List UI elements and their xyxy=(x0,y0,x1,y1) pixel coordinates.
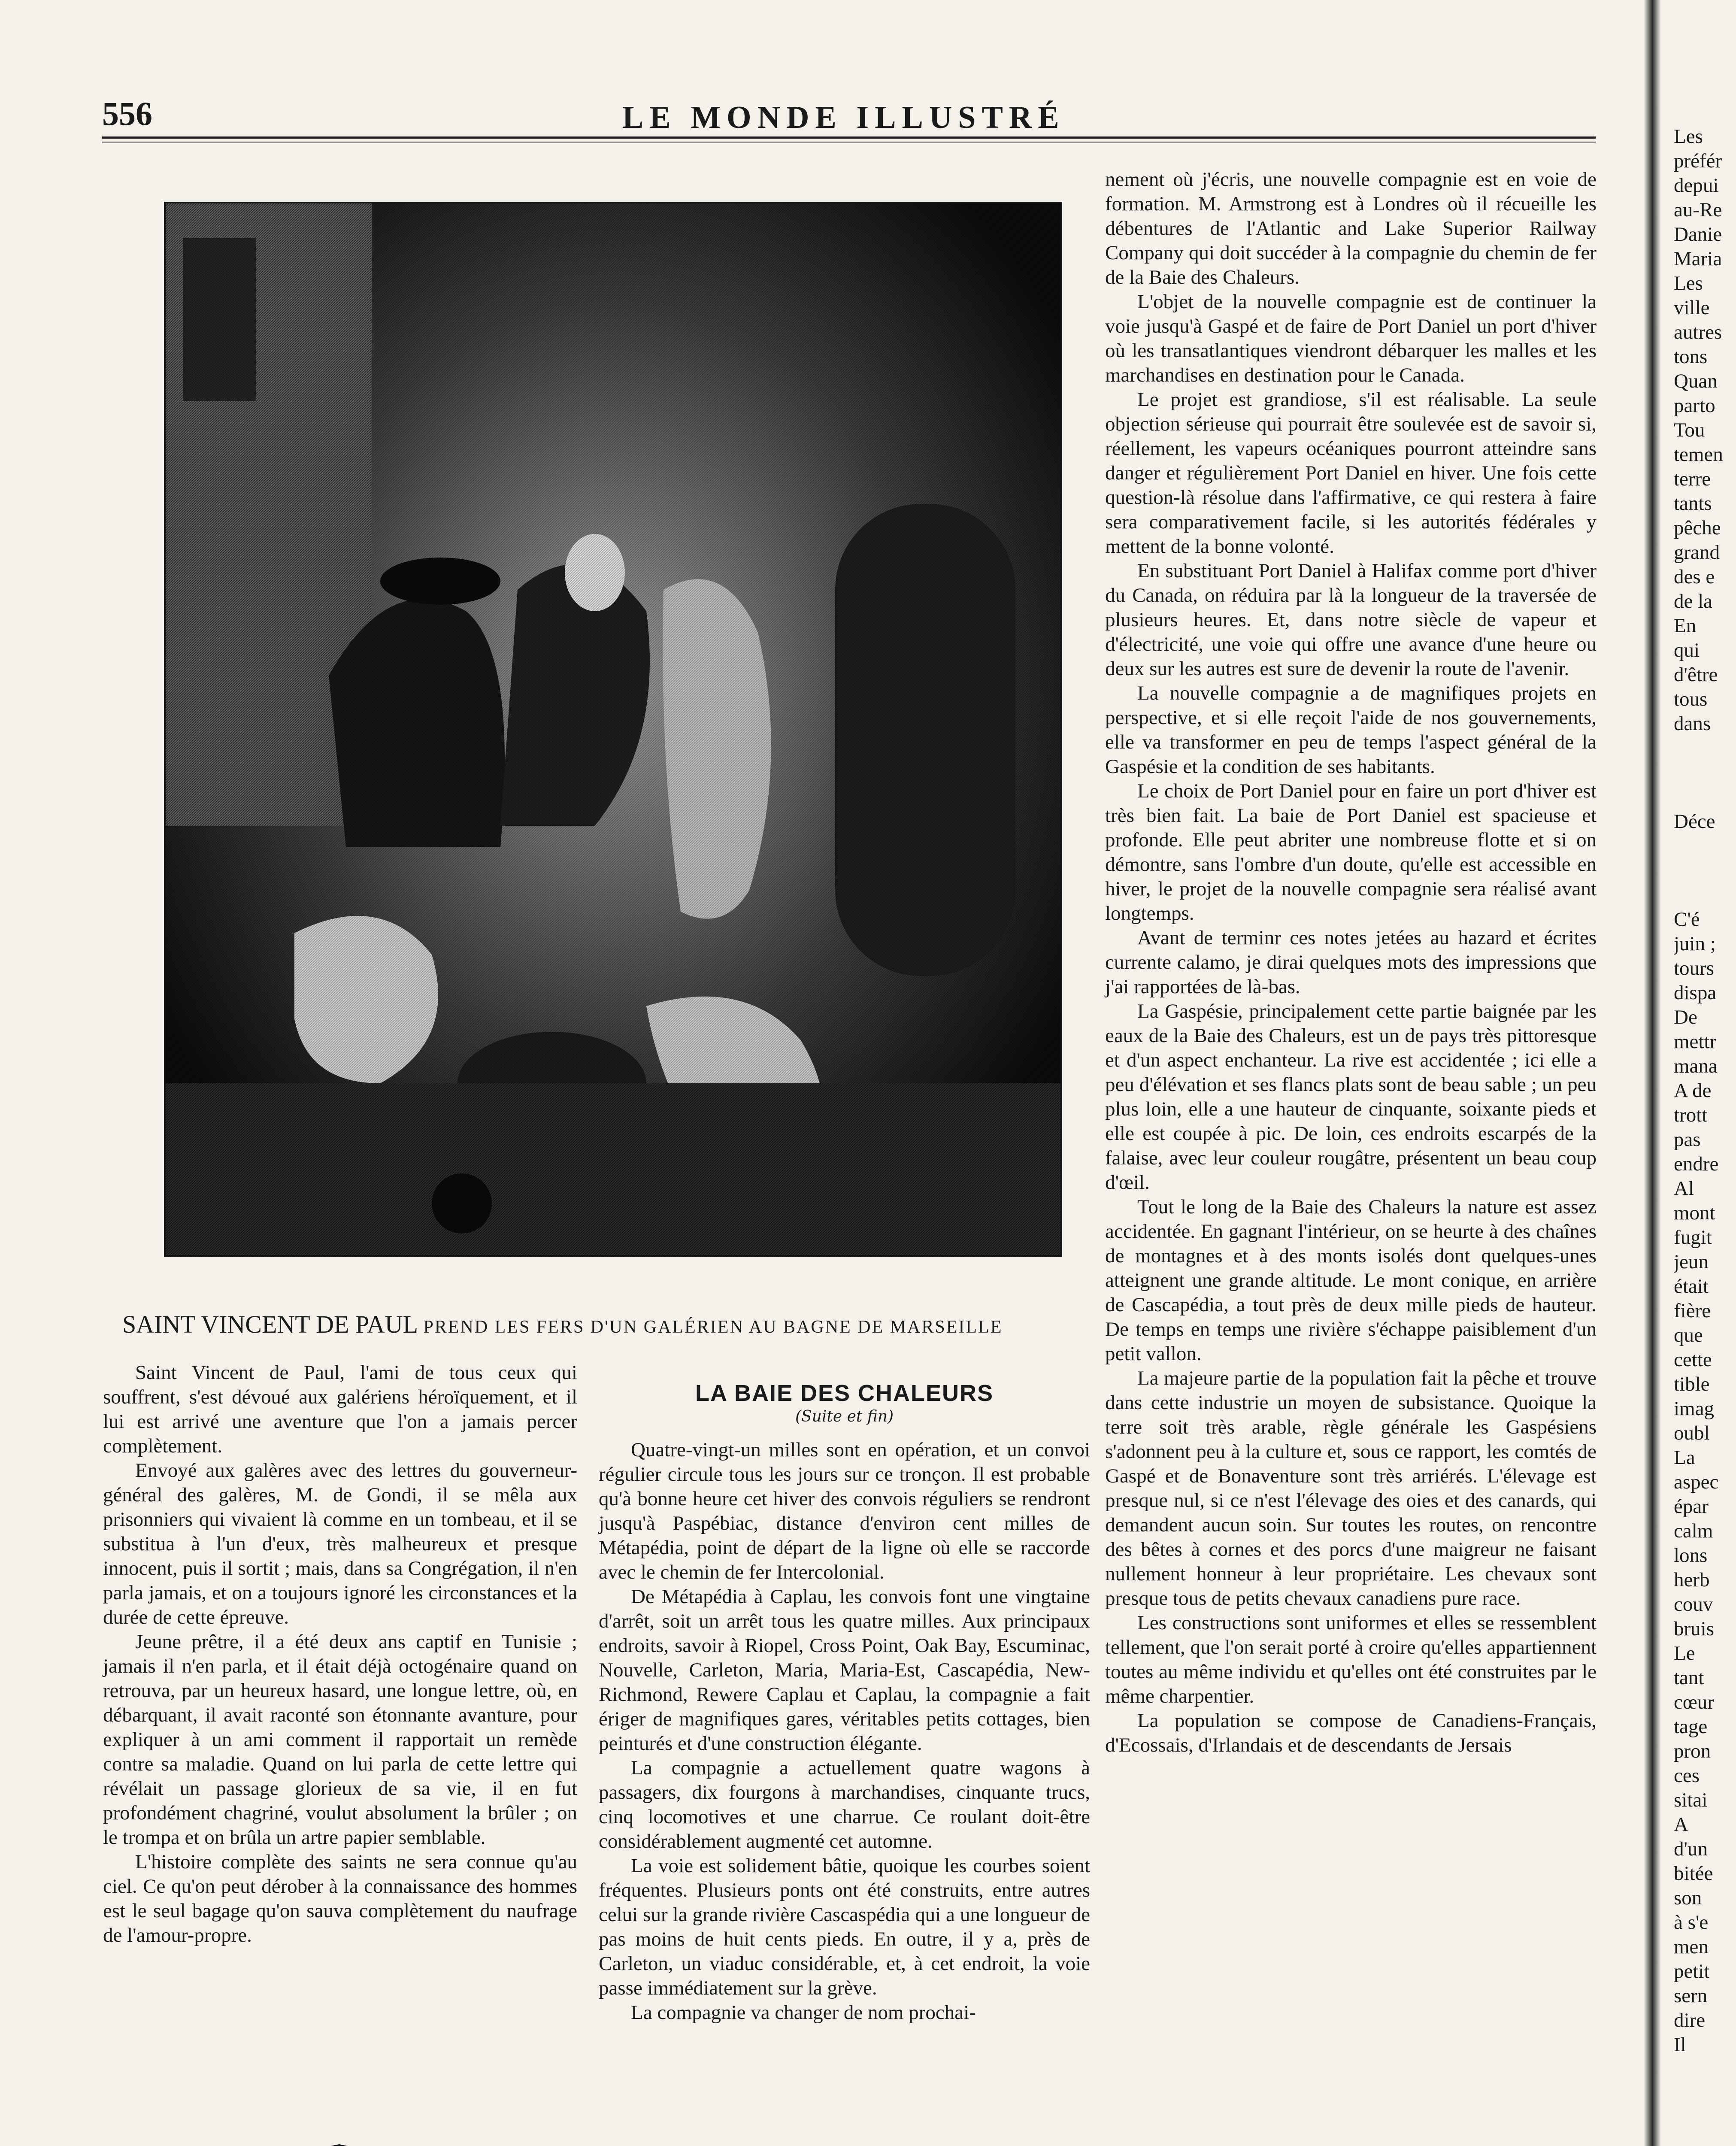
header-rule xyxy=(102,136,1596,139)
paragraph: En substituant Port Daniel à Halifax comme port d'hiver du Canada, on réduira par là la longueur de la traversée de plusieurs heures. Et, dans notre siècle de vapeur et d'électricité, une voie qui offre une avance d'une heure ou deux sur les autres est sure de devenir la route de l'avenir. xyxy=(1105,560,1597,680)
fragment-line: des e xyxy=(1674,566,1715,588)
fragment-line xyxy=(1674,736,1736,761)
fragment-line: grand xyxy=(1674,541,1720,564)
paragraph: La compagnie va changer de nom prochai- xyxy=(631,2001,976,2024)
fragment-line: tage xyxy=(1674,1716,1708,1738)
paragraph: Quatre-vingt-un milles sont en opération, et un convoi régulier circule tous les jours sur ce tronçon. Il est probable qu'à bonne heure cet hiver des convois réguliers se rendront jusqu'à Paspébiac, distance d'environ cent milles de Métapédia, point de départ de la ligne où elle se raccorde avec le chemin de fer Intercolonial. xyxy=(599,1439,1090,1583)
fragment-line: parto xyxy=(1674,394,1715,417)
fragment-line: épar xyxy=(1674,1495,1709,1518)
paragraph: La Gaspésie, principalement cette partie baignée par les eaux de la Baie des Chaleurs, est un de pays très pittoresque et d'un aspect enchanteur. La rive est accidentée ; ici elle a peu d'élévation et ses flancs plats sont de beau sable ; un peu plus loin, elle a une hauteur de cinquante, soixante pieds et elle est coupée à pic. De loin, ces endroits escarpés de la falaise, avec leur couleur rougâtre, présentent un beau coup d'œil. xyxy=(1105,1000,1597,1194)
fragment-line: La xyxy=(1674,1446,1695,1469)
fragment-line: Les xyxy=(1674,272,1703,294)
fragment-line: lons xyxy=(1674,1544,1708,1567)
fragment-line: bruis xyxy=(1674,1618,1714,1640)
fragment-line: dispa xyxy=(1674,982,1717,1004)
fragment-line: tons xyxy=(1674,346,1708,368)
fragment-line: sitai xyxy=(1674,1789,1708,1811)
fragment-line: préfér xyxy=(1674,150,1722,172)
fragment-line: Déce xyxy=(1674,810,1715,833)
fragment-line: Al xyxy=(1674,1177,1694,1200)
fragment-line: Maria xyxy=(1674,248,1722,270)
fragment-line: juin ; xyxy=(1674,933,1716,955)
fragment-line: depui xyxy=(1674,174,1719,197)
paragraph: Jeune prêtre, il a été deux ans captif en Tunisie ; jamais il n'en parla, et il était déjà octogénaire quand on retrouva, par un heureux hasard, une longue lettre, où, en débarquant, il avait raconté son étonnante avanture, pour expliquer à un ami comment il rapportait un remède contre sa maladie. Quand on lui parla de cette lettre qui révélait un passage glorieux de sa vie, il en fut profondément chagriné, voulut absolument la brûler ; on le trompa et on brûla un artre papier semblable. xyxy=(103,1631,577,1849)
fragment-line: jeun xyxy=(1674,1251,1709,1273)
fragment-line: Danie xyxy=(1674,223,1722,246)
fragment-line: A xyxy=(1674,1813,1688,1836)
fragment-line xyxy=(1674,834,1736,858)
fragment-line: calm xyxy=(1674,1520,1713,1542)
fragment-line: De xyxy=(1674,1006,1697,1028)
fragment-line: était xyxy=(1674,1275,1709,1297)
column-2 xyxy=(599,1438,1090,2025)
column-3 xyxy=(1105,167,1597,1758)
fragment-line: herb xyxy=(1674,1569,1710,1591)
fragment-line: C'é xyxy=(1674,908,1700,931)
fragment-line: aspec xyxy=(1674,1471,1719,1493)
fragment-line xyxy=(1674,883,1736,907)
fragment-line: oubl xyxy=(1674,1422,1710,1444)
fragment-line: Tou xyxy=(1674,419,1705,441)
fragment-line xyxy=(1674,785,1736,809)
paragraph: L'histoire complète des saints ne sera connue qu'au ciel. Ce qu'on peut dérober à la connaissance des hommes est le seul bagage qu'on sauva complètement du naufrage de l'amour-propre. xyxy=(103,1851,577,1946)
fragment-line: En xyxy=(1674,615,1697,637)
fragment-line: men xyxy=(1674,1936,1709,1958)
paragraph: Tout le long de la Baie des Chaleurs la nature est assez accidentée. En gagnant l'intérieur, on se heurte à des chaînes de montagnes et à des monts isolés dont quelques-unes atteignent une grande altitude. Le mont conique, en arrière de Cascapédia, a tout près de deux mille pieds de hauteur. De temps en temps une rivière s'échappe paisiblement d'un petit vallon. xyxy=(1105,1196,1597,1365)
page-gutter-shadow xyxy=(1644,0,1661,2146)
running-head: LE MONDE ILLUSTRÉ xyxy=(622,100,1065,135)
next-page-column-fragment xyxy=(1674,124,1736,2146)
fragment-line: pron xyxy=(1674,1740,1711,1762)
fragment-line: mettr xyxy=(1674,1031,1717,1053)
paragraph: La voie est solidement bâtie, quoique les courbes soient fréquentes. Plusieurs ponts ont été construits, entre autres celui sur la grande rivière Cascaspédia qui a une longueur de pas moins de huit cents pieds. En outre, il y a, près de Carleton, un viaduc considérable, et, à cet endroit, la voie passe immédiatement sur la grève. xyxy=(599,1855,1090,1999)
fragment-line: petit xyxy=(1674,1960,1710,1982)
paragraph: L'objet de la nouvelle compagnie est de continuer la voie jusqu'à Gaspé et de faire de Port Daniel un port d'hiver où les transatlantiques viendront débarquer les malles et les marchandises en destination pour le Canada. xyxy=(1105,291,1597,386)
article-subtitle: (Suite et fin) xyxy=(795,1408,894,1425)
fragment-line: Il xyxy=(1674,2034,1686,2056)
engraving-image xyxy=(166,203,1060,1255)
fragment-line: Le xyxy=(1674,1642,1695,1664)
fragment-line: dans xyxy=(1674,712,1711,735)
paragraph: Envoyé aux galères avec des lettres du gouverneur-général des galères, M. de Gondi, il se mêla aux prisonniers qui vivaient là comme en un tombeau, et il se substitua à l'un d'eux, très malheureux et presque innocent, puis il sortit ; mais, dans sa Congrégation, il n'en parla jamais, et on a toujours ignoré les circonstances et la durée de cette épreuve. xyxy=(103,1459,577,1628)
fragment-line: tous xyxy=(1674,688,1708,710)
ornament-divider xyxy=(253,2142,425,2146)
fragment-line: pas xyxy=(1674,1128,1701,1151)
fragment-line: bitée xyxy=(1674,1862,1713,1885)
fragment-line: au-Re xyxy=(1674,199,1722,221)
paragraph: La compagnie a actuellement quatre wagons à passagers, dix fourgons à marchandises, cinquante trucs, cinq locomotives et une charrue. Ce roulant doit-être considérablement augmenté cet automne. xyxy=(599,1757,1090,1852)
paragraph: nement où j'écris, une nouvelle compagnie est en voie de formation. M. Armstrong est à Londres où il récueille les débentures de l'Atlantic and Lake Superior Railway Company qui doit succéder à la compagnie du chemin de fer de la Baie des Chaleurs. xyxy=(1105,168,1597,288)
paragraph: Avant de terminr ces notes jetées au hazard et écrites currente calamo, je dirai quelques mots des impressions que j'ai rapportées de là-bas. xyxy=(1105,927,1597,998)
fragment-line: Les xyxy=(1674,125,1703,148)
fragment-line: cœur xyxy=(1674,1691,1714,1713)
fragment-line: son xyxy=(1674,1887,1702,1909)
fragment-line: cette xyxy=(1674,1349,1712,1371)
fragment-line: d'un xyxy=(1674,1838,1708,1860)
fragment-line: fière xyxy=(1674,1300,1711,1322)
fragment-line: à s'e xyxy=(1674,1911,1709,1934)
fragment-line: temen xyxy=(1674,443,1723,466)
paragraph: Les constructions sont uniformes et elles se ressemblent tellement, que l'on serait porté à croire qu'elles appartiennent toutes au même individu et qu'elles ont été construites par le même charpentier. xyxy=(1105,1612,1597,1707)
fragment-line xyxy=(1674,858,1736,883)
illustration-caption xyxy=(122,1310,1003,1339)
paragraph: La nouvelle compagnie a de magnifiques projets en perspective, et si elle reçoit l'aide de nos gouvernements, elle va transformer en peu de temps l'aspect général de la Gaspésie et la condition de ses habitants. xyxy=(1105,682,1597,778)
fragment-line: tours xyxy=(1674,957,1714,979)
paragraph: Le projet est grandiose, s'il est réalisable. La seule objection sérieuse qui pourrait être soulevée est de savoir si, réellement, les vapeurs océaniques pourront atteindre sans danger et régulièrement Port Daniel en hiver. Une fois cette question-là résolue dans l'affirmative, ce qui restera à faire sera comparativement facile, si les autorités fédérales y mettent de la bonne volonté. xyxy=(1105,388,1597,558)
fragment-line: terre xyxy=(1674,468,1711,490)
fragment-line: fugit xyxy=(1674,1226,1712,1249)
paragraph: Saint Vincent de Paul, l'ami de tous ceux qui souffrent, s'est dévoué aux galériens héroïquement, et il lui est arrivé une aventure que l'on a jamais percer complètement. xyxy=(103,1361,577,1457)
fragment-line: de la xyxy=(1674,590,1713,612)
fragment-line: autres xyxy=(1674,321,1722,343)
fragment-line: tible xyxy=(1674,1373,1710,1395)
caption-title: SAINT VINCENT DE PAUL xyxy=(122,1310,417,1338)
fragment-line: imag xyxy=(1674,1397,1714,1420)
fragment-line: couv xyxy=(1674,1593,1713,1616)
fragment-line: mont xyxy=(1674,1202,1715,1224)
paragraph: De Métapédia à Caplau, les convois font une vingtaine d'arrêt, soit un arrêt tous les quatre milles. Aux principaux endroits, savoir à Riopel, Cross Point, Oak Bay, Escuminac, Nouvelle, Carleton, Maria, Maria-Est, Cascapédia, New-Richmond, Rewere Caplau et Caplau, la compagnie a fait ériger de magnifiques gares, véritables petits cottages, bien peinturés et d'une construction élégante. xyxy=(599,1585,1090,1755)
page-number: 556 xyxy=(102,95,152,132)
fragment-line: endre xyxy=(1674,1153,1719,1175)
fragment-line: que xyxy=(1674,1324,1703,1346)
fragment-line: tants xyxy=(1674,492,1712,515)
paragraph: La majeure partie de la population fait la pêche et trouve dans cette industrie un moyen de subsistance. Quoique la terre soit très arable, règle générale les Gaspésiens s'adonnent peu à la culture et, sous ce rapport, les comtés de Gaspé et de Bonaventure sont très arriérés. L'élevage est presque nul, si ce n'est l'élevage des oies et des canards, qui demandent aucun soin. Sur toutes les routes, on rencontre des bêtes à cornes et des porcs d'une maigreur ne faisant nullement honneur à leur propriétaire. Les chevaux sont presque tous de petits chevaux canadiens pure race. xyxy=(1105,1367,1597,1610)
fragment-line: trott xyxy=(1674,1104,1708,1126)
fragment-line: qui xyxy=(1674,639,1700,661)
engraving-illustration xyxy=(164,202,1062,1257)
fragment-line: Quan xyxy=(1674,370,1718,392)
fragment-line: pêche xyxy=(1674,517,1721,539)
fragment-line: d'être xyxy=(1674,664,1718,686)
column-1 xyxy=(103,1361,577,1948)
fragment-line: tant xyxy=(1674,1667,1704,1689)
paragraph: La population se compose de Canadiens-Français, d'Ecossais, d'Irlandais et de descendants de Jersais xyxy=(1105,1710,1597,1756)
fragment-line: ces xyxy=(1674,1764,1700,1787)
fragment-line: mana xyxy=(1674,1055,1718,1077)
fragment-line xyxy=(1674,761,1736,785)
paragraph: Le choix de Port Daniel pour en faire un port d'hiver est très bien fait. La baie de Port Daniel est spacieuse et profonde. Elle peut abriter une nombreuse flotte et si on démontre, sans l'ombre d'un doute, qu'elle est accessible en hiver, le projet de la nouvelle compagnie sera réalisé avant longtemps. xyxy=(1105,780,1597,924)
fragment-line: A de xyxy=(1674,1079,1712,1102)
article-title: LA BAIE DES CHALEURS xyxy=(695,1380,994,1406)
fragment-line: dire xyxy=(1674,2009,1706,2031)
fragment-line: sern xyxy=(1674,1985,1708,2007)
caption-text: PREND LES FERS D'UN GALÉRIEN AU BAGNE DE MARSEILLE xyxy=(423,1317,1003,1337)
fragment-line: ville xyxy=(1674,297,1710,319)
